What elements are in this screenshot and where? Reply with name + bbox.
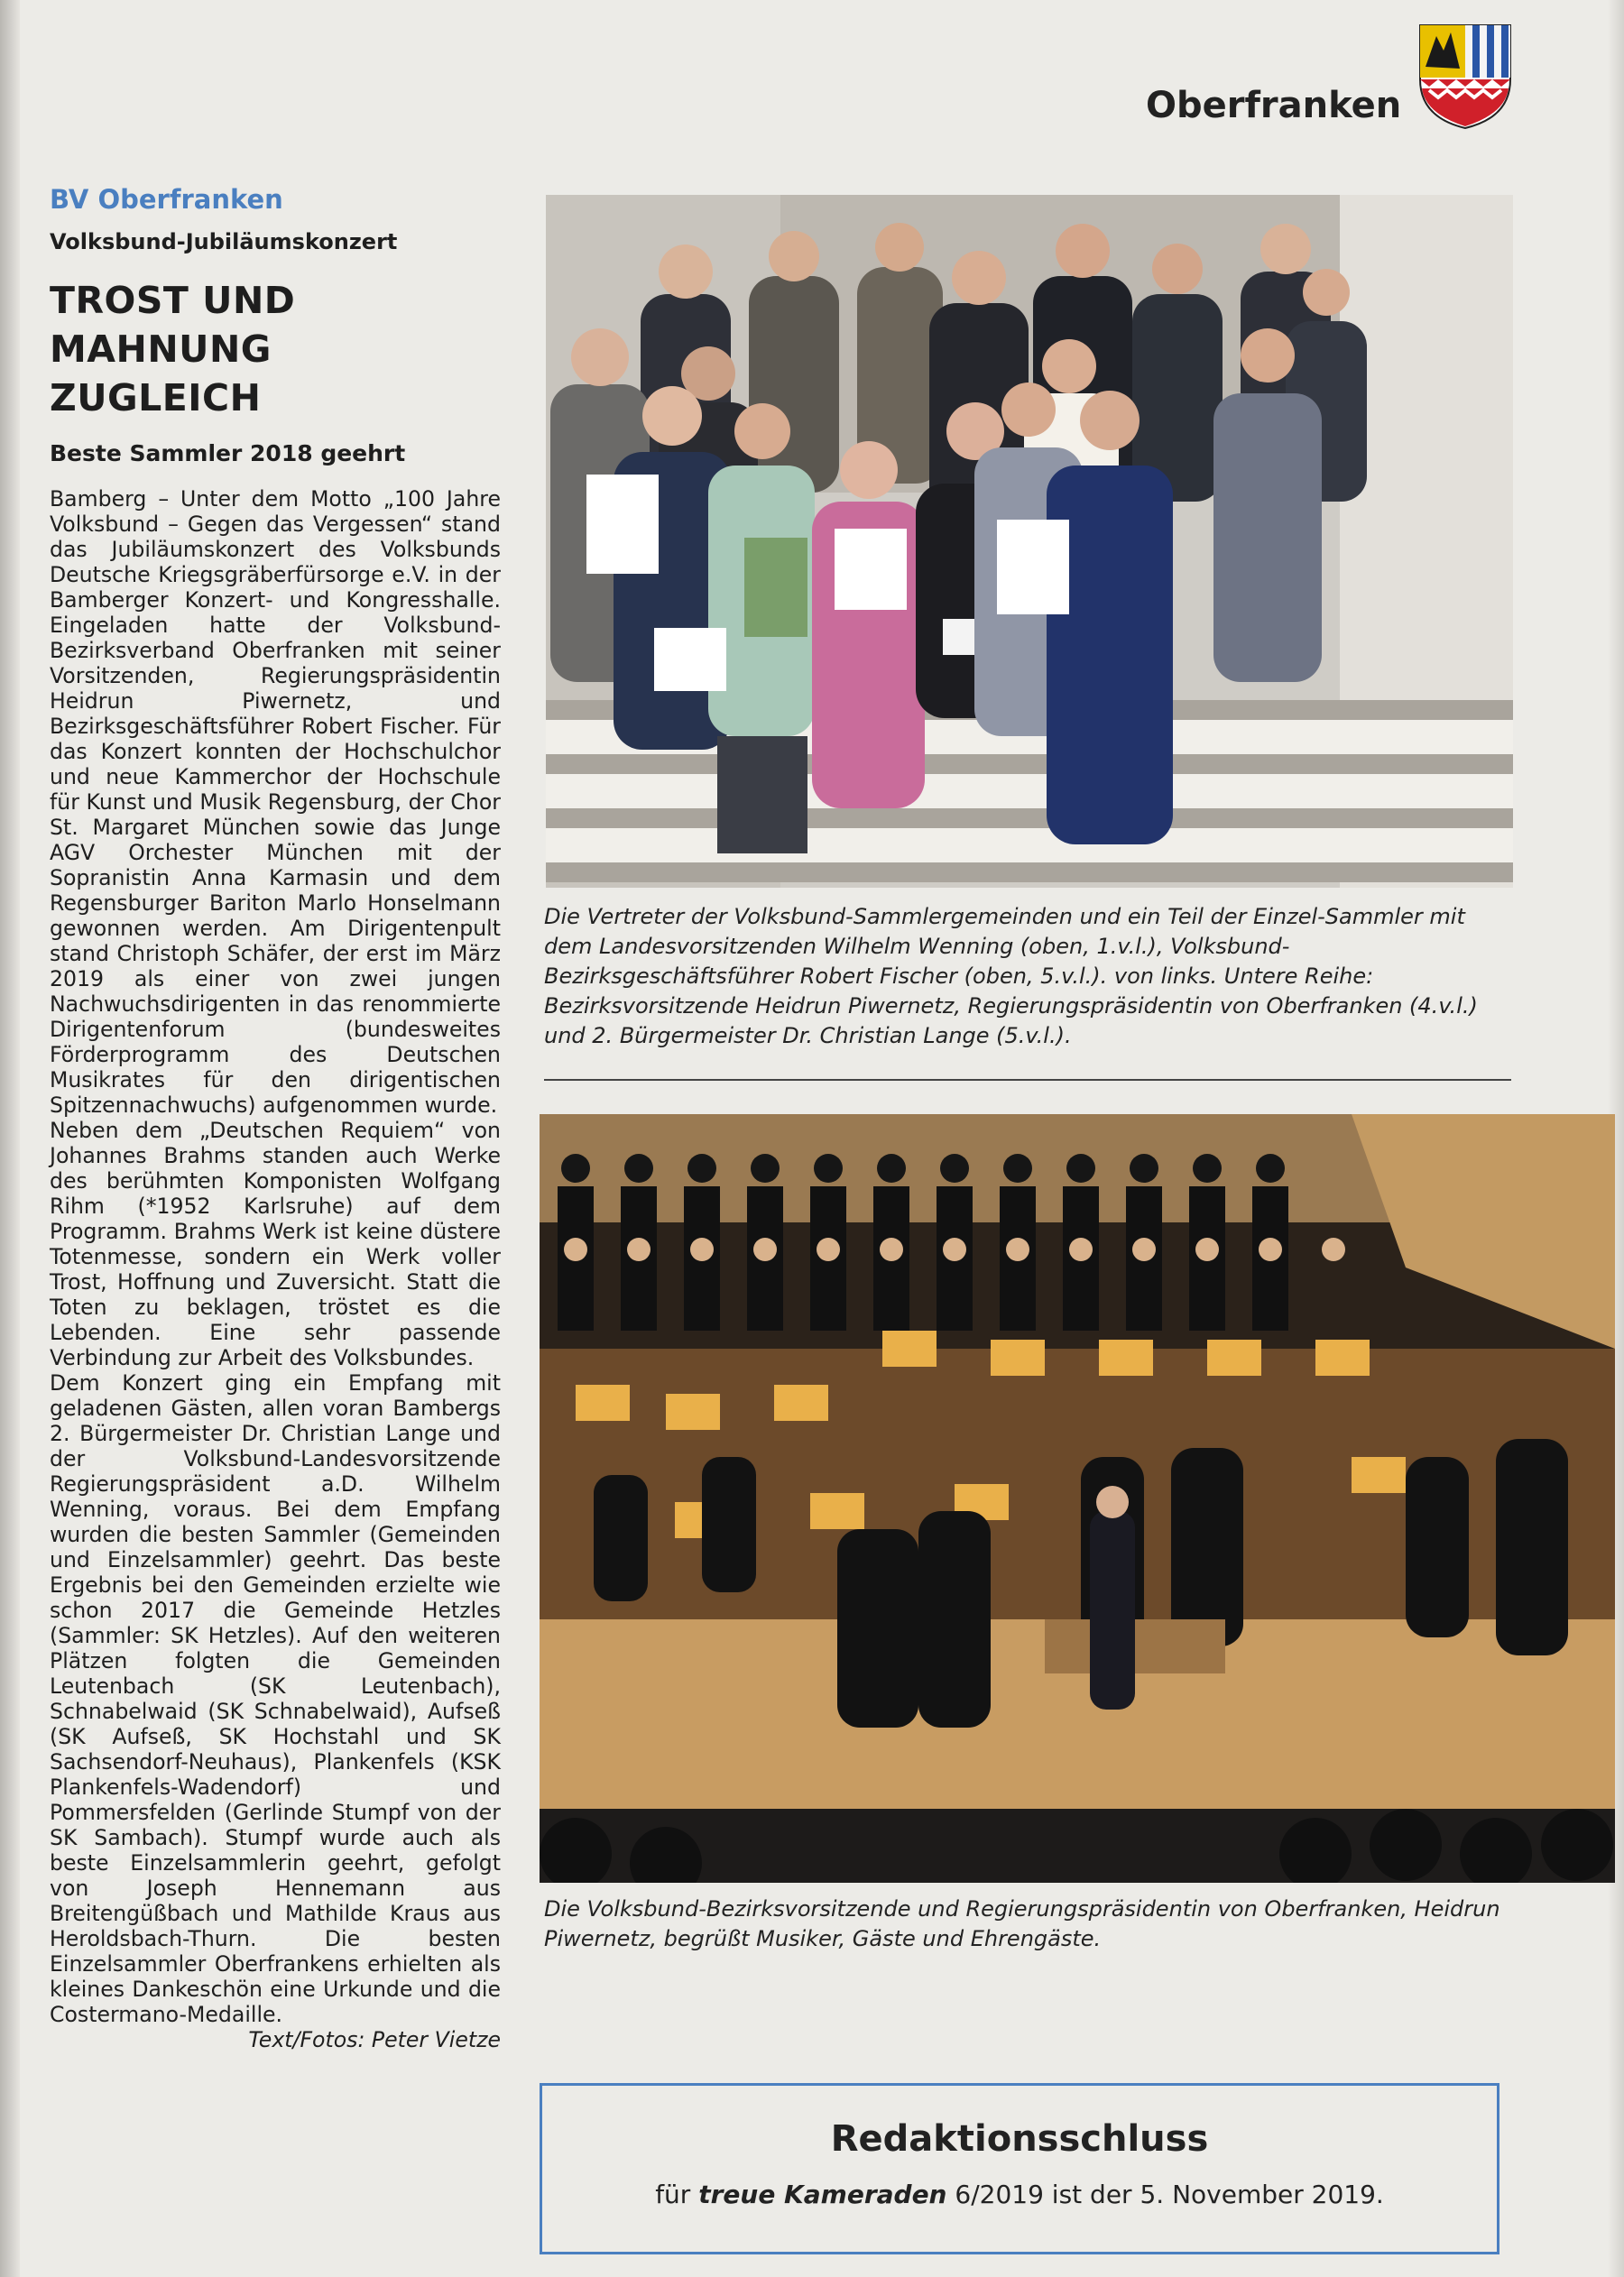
deadline-notice-box (540, 2083, 1499, 2254)
section-label: BV Oberfranken (50, 184, 283, 215)
article-subhead: Beste Sammler 2018 geehrt (50, 440, 406, 466)
paragraph-3-text: Dem Konzert ging ein Empfang mit geladenen Gästen, allen voran Bambergs 2. Bürgermeister Dr. Christian Lange und der Volksbund-Landesvorsitzende Regierungspräsident a.D. Wilhelm Wenning, voraus. Bei dem Empfang wurden die besten Sammler (Gemeinden und Einzelsammler) geehrt. Das beste Ergebnis bei den Gemeinden erzielte wie schon 2017 die Gemeinde Hetzles (Sammler: SK Hetzles). Auf den weiteren Plätzen folgten die Gemeinden Leutenbach (SK Leutenbach), Schnabelwaid (SK Schnabelwaid), Aufseß (SK Aufseß, SK Hochstahl und SK Sachsendorf-Neuhaus), Plankenfels (KSK Plankenfels-Wadendorf) und Pommersfelden (Gerlinde Stumpf von der SK Sambach). Stumpf wurde auch als beste Einzelsammlerin geehrt, gefolgt von Joseph Hennemann aus Breitengüßbach und Mathilde Kraus aus Heroldsbach-Thurn. Die besten Einzelsammler Oberfrankens erhielten als kleines Dankeschön eine Urkunde und die Costermano-Medaille. (50, 1370, 501, 2027)
article-kicker: Volksbund-Jubiläumskonzert (50, 229, 398, 254)
article-body (50, 486, 501, 2052)
paragraph-1: Bamberg – Unter dem Motto „100 Jahre Volksbund – Gegen das Vergessen“ stand das Jubiläumskonzert des Volksbunds Deutsche Kriegsgräberfürsorge e.V. in der Bamberger Konzert- und Kongresshalle. Eingeladen hatte der Volksbund-Bezirksverband Oberfranken mit seiner Vorsitzenden, Regierungspräsidentin Heidrun Piwernetz, und Bezirksgeschäftsführer Robert Fischer. Für das Konzert konnten der Hochschulchor und neue Kammerchor der Hochschule für Kunst und Musik Regensburg, der Chor St. Margaret München sowie das Junge AGV Orchester München mit der Sopranistin Anna Karmasin und dem Regensburger Bariton Marlo Honselmann gewonnen werden. Am Dirigentenpult stand Christoph Schäfer, der erst im März 2019 als einer von zwei jungen Nachwuchsdirigenten in das renommierte Dirigentenforum (bundesweites Förderprogramm des Deutschen Musikrates für den dirigentischen Spitzennachwuchs) aufgenommen wurde. (50, 486, 501, 1118)
notice-prefix: für (655, 2180, 699, 2209)
group-photo-illustration (546, 195, 1513, 888)
headline-line-1: TROST UND MAHNUNG (50, 279, 296, 371)
article-headline (50, 276, 501, 422)
photo-credit: Text/Fotos: Peter Vietze (248, 2027, 501, 2052)
notice-suffix: 6/2019 ist der 5. November 2019. (946, 2180, 1384, 2209)
concert-photo (540, 1114, 1615, 1883)
coat-of-arms-icon (1418, 23, 1512, 130)
article-column (50, 184, 501, 2052)
concert-photo-caption: Die Volksbund-Bezirksvorsitzende und Regierungspräsidentin von Oberfranken, Heidrun Piwernetz, begrüßt Musiker, Gäste und Ehrengäste. (544, 1896, 1500, 1951)
notice-title: Redaktionsschluss (830, 2118, 1209, 2160)
group-photo-caption: Die Vertreter der Volksbund-Sammlergemeinden und ein Teil der Einzel-Sammler mit dem Landesvorsitzenden Wilhelm Wenning (oben, 1.v.l.), Volksbund-Bezirksgeschäftsführer Robert Fischer (oben, 5.v.l.). von links. Untere Reihe: Bezirksvorsitzende Heidrun Piwernetz, Regierungspräsidentin von Oberfranken (4.v.l.) und 2. Bürgermeister Dr. Christian Lange (5.v.l.). (544, 904, 1478, 1048)
paragraph-3 (50, 1370, 501, 2052)
headline-line-2: ZUGLEICH (50, 376, 262, 419)
group-photo (546, 195, 1513, 888)
paragraph-2: Neben dem „Deutschen Requiem“ von Johannes Brahms standen auch Werke des berühmten Komponisten Wolfgang Rihm (*1952 Karlsruhe) auf dem Programm. Brahms Werk ist keine düstere Totenmesse, sondern ein Werk voller Trost, Hoffnung und Zuversicht. Statt die Toten zu beklagen, tröstet es die Lebenden. Eine sehr passende Verbindung zur Arbeit des Volksbundes. (50, 1118, 501, 1370)
notice-magazine: treue Kameraden (698, 2180, 947, 2209)
caption-divider (544, 1079, 1511, 1081)
concert-photo-illustration (540, 1114, 1615, 1883)
region-label: Oberfranken (1146, 85, 1402, 126)
notice-text (542, 2180, 1497, 2209)
page-binding-shadow (0, 0, 20, 2277)
